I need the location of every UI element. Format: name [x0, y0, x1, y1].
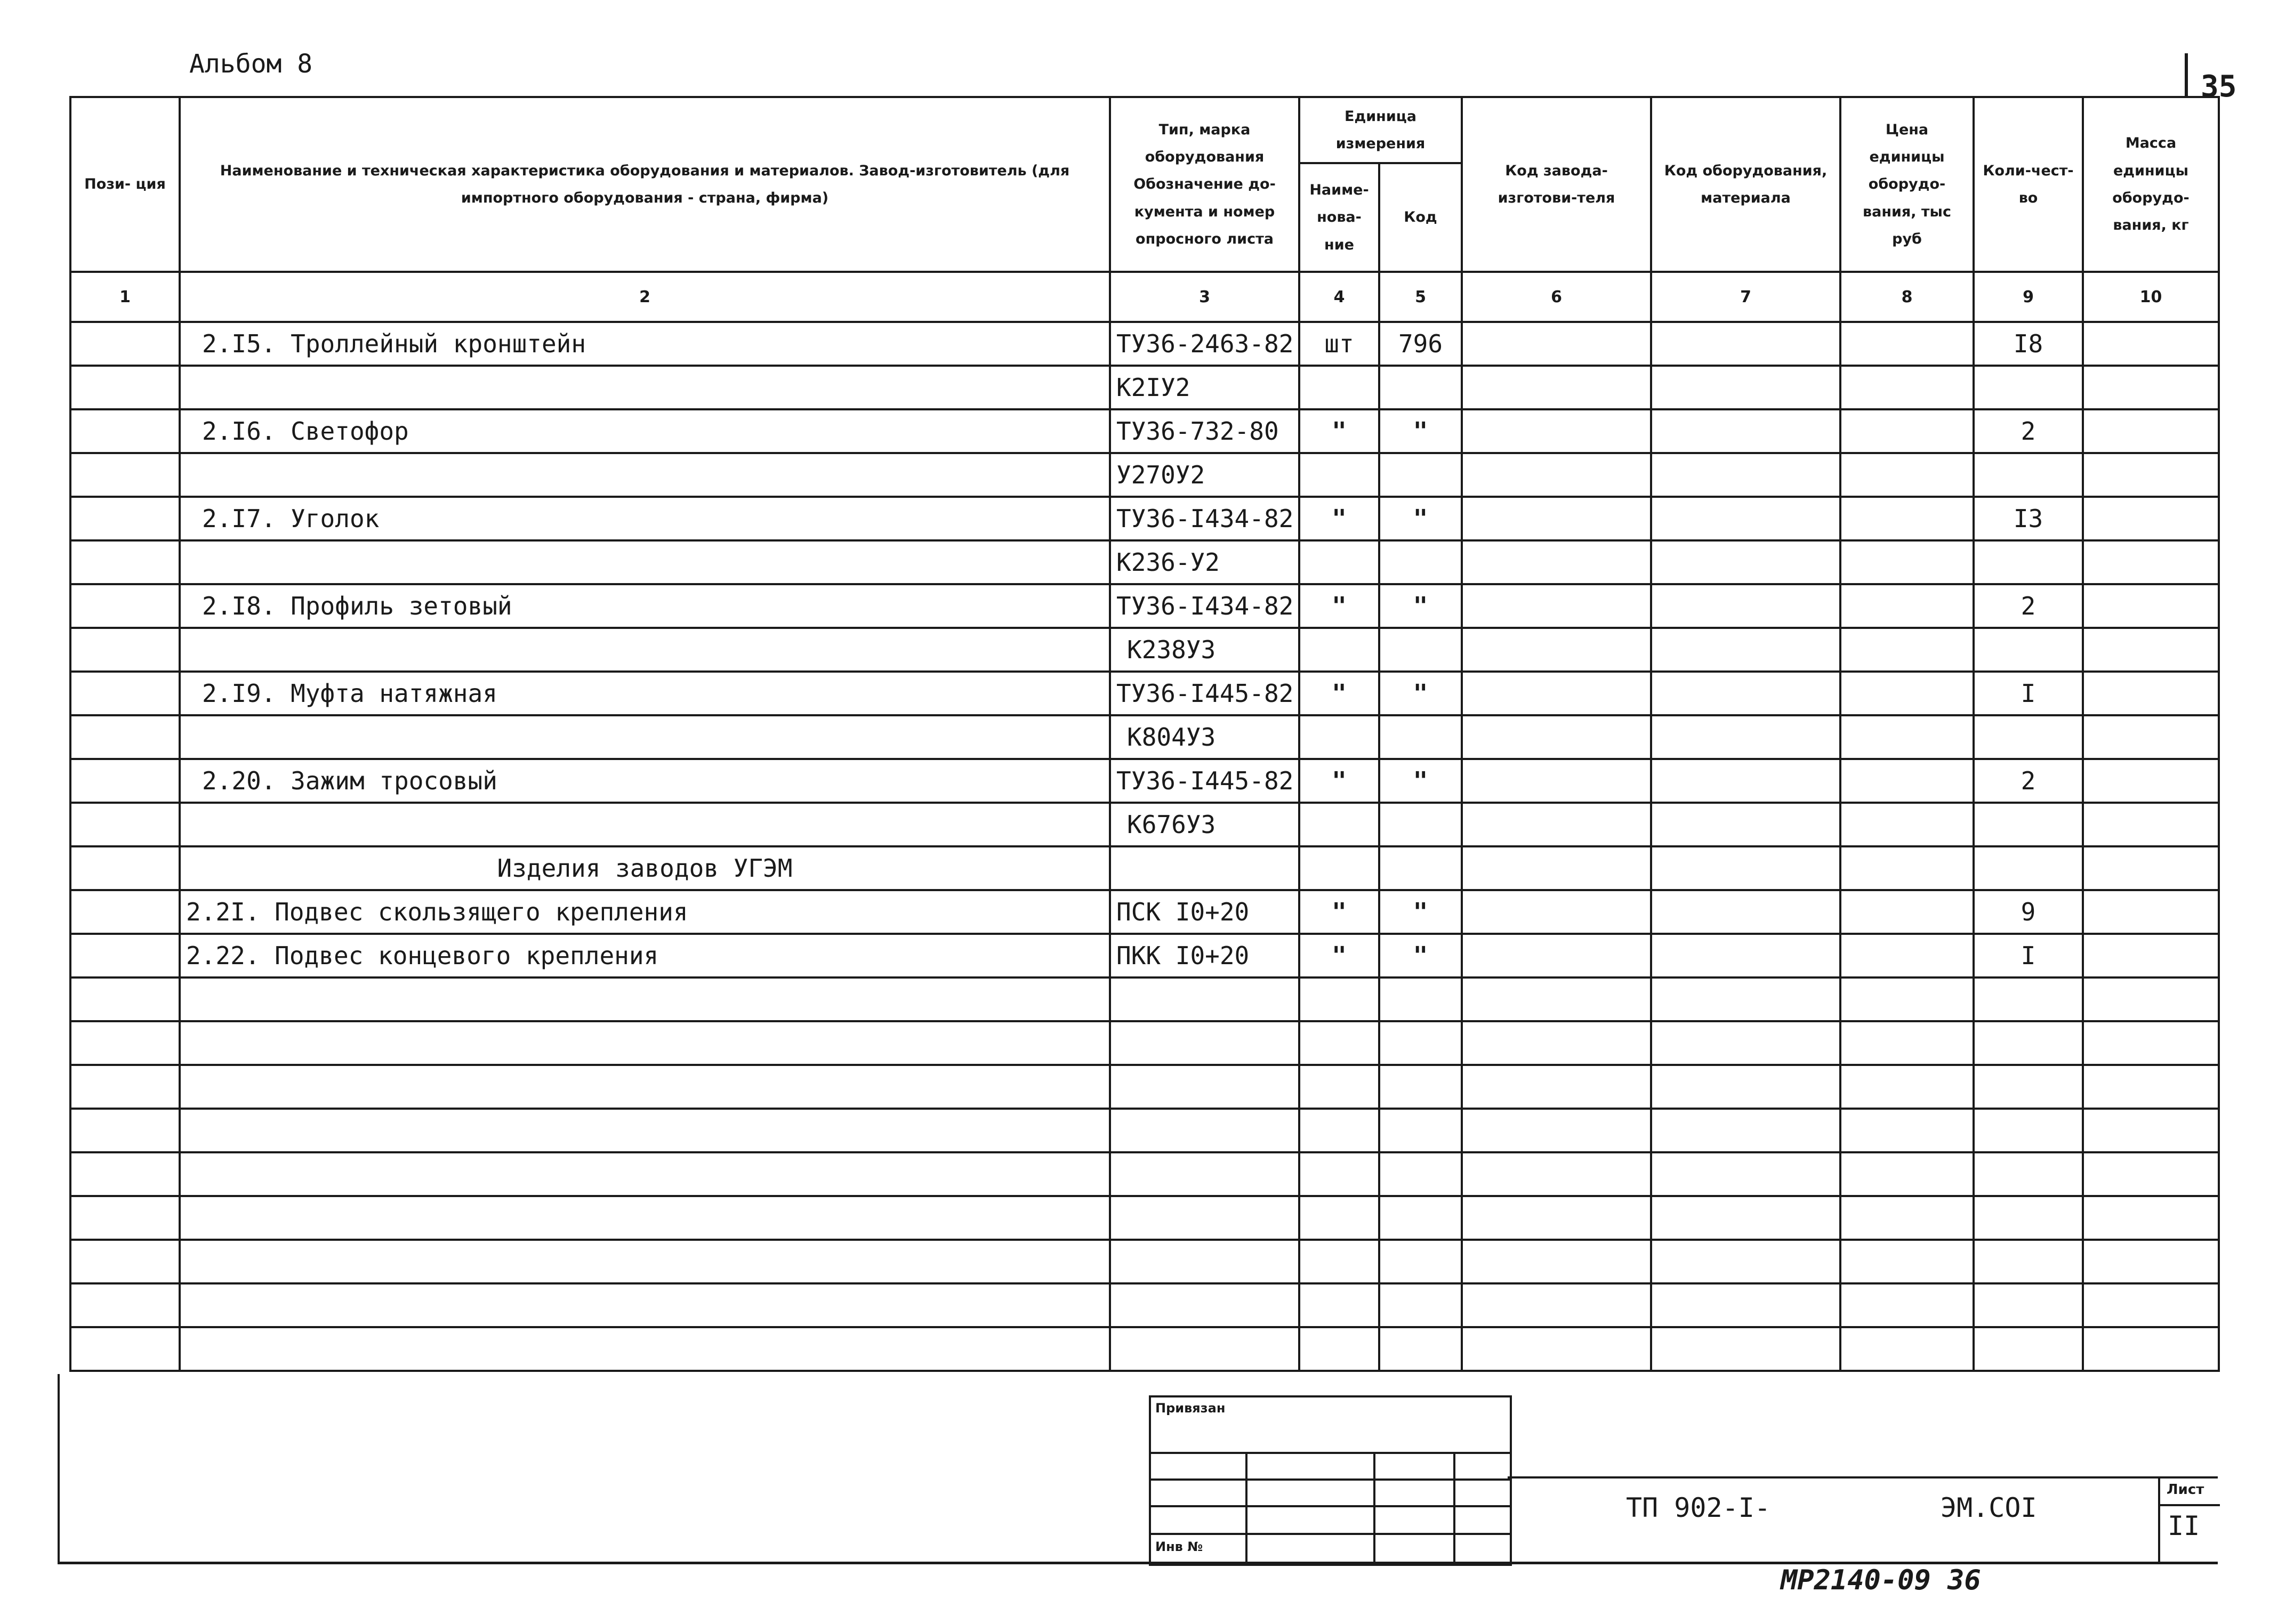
- table-row: [70, 453, 2219, 497]
- unit-name-ditto: ": [1299, 759, 1379, 803]
- unit-code-ditto: ": [1379, 497, 1462, 540]
- unit-name-ditto: ": [1299, 672, 1379, 715]
- col-num-6: 6: [1462, 272, 1651, 322]
- item-type: К676У3: [1110, 803, 1299, 846]
- col-num-3: 3: [1110, 272, 1299, 322]
- sheet-number-box: [2158, 1476, 2220, 1562]
- col-unit-code-header: Код: [1379, 163, 1462, 272]
- item-type: ТУ36-732-80: [1110, 409, 1299, 453]
- table-row: [70, 803, 2219, 846]
- item-quantity: I3: [1974, 497, 2083, 540]
- table-row: [70, 628, 2219, 672]
- table-row-empty: [70, 1327, 2219, 1371]
- unit-code: 796: [1379, 322, 1462, 366]
- frame-left-rail: [58, 1374, 60, 1562]
- unit-code-ditto: ": [1379, 934, 1462, 977]
- item-quantity: I: [1974, 934, 2083, 977]
- table-row: [70, 846, 2219, 890]
- item-quantity: I: [1974, 672, 2083, 715]
- item-name: 2.I5. Троллейный кронштейн: [180, 322, 1110, 366]
- col-num-9: 9: [1974, 272, 2083, 322]
- specification-table: [69, 96, 2220, 1372]
- item-name: 2.I9. Муфта натяжная: [180, 672, 1110, 715]
- unit-name-ditto: ": [1299, 409, 1379, 453]
- table-row: [70, 409, 2219, 453]
- item-name: 2.22. Подвес концевого крепления: [180, 934, 1110, 977]
- col-num-8: 8: [1840, 272, 1974, 322]
- col-equipment-code-header: Код оборудования, материала: [1651, 97, 1840, 272]
- table-row-empty: [70, 1283, 2219, 1327]
- item-quantity: 9: [1974, 890, 2083, 934]
- item-type: К236-У2: [1110, 540, 1299, 584]
- table-row: [70, 366, 2219, 409]
- col-position-header: Пози- ция: [70, 97, 180, 272]
- approval-stamp-block: [1149, 1395, 1512, 1566]
- item-type: К804У3: [1110, 715, 1299, 759]
- item-name: 2.I6. Светофор: [180, 409, 1110, 453]
- unit-name-ditto: ": [1299, 584, 1379, 628]
- col-unit-name-header: Наиме-нова-ние: [1299, 163, 1379, 272]
- item-quantity: I8: [1974, 322, 2083, 366]
- col-num-4: 4: [1299, 272, 1379, 322]
- sheet-number: II: [2168, 1510, 2200, 1541]
- unit-name-ditto: ": [1299, 497, 1379, 540]
- item-type: ТУ36-I445-82: [1110, 672, 1299, 715]
- item-type: ТУ36-I445-82: [1110, 759, 1299, 803]
- table-row: [70, 540, 2219, 584]
- table-row: [70, 497, 2219, 540]
- unit-code-ditto: ": [1379, 409, 1462, 453]
- table-row-empty: [70, 1240, 2219, 1283]
- sheet-label: Лист: [2167, 1482, 2204, 1498]
- archive-code: МР2140-09 36: [1781, 1564, 1981, 1596]
- table-row: [70, 584, 2219, 628]
- item-name: 2.2I. Подвес скользящего крепления: [180, 890, 1110, 934]
- item-type: У270У2: [1110, 453, 1299, 497]
- col-quantity-header: Коли-чест-во: [1974, 97, 2083, 272]
- col-price-header: Цена единицы оборудо-вания, тыс руб: [1840, 97, 1974, 272]
- item-type: ТУ36-I434-82: [1110, 497, 1299, 540]
- table-row-empty: [70, 1109, 2219, 1152]
- item-type: ТУ36-I434-82: [1110, 584, 1299, 628]
- table-row: [70, 322, 2219, 366]
- item-type: ПСК I0+20: [1110, 890, 1299, 934]
- unit-name-ditto: ": [1299, 934, 1379, 977]
- item-type: ТУ36-2463-82: [1110, 322, 1299, 366]
- inventory-number-label: Инв №: [1155, 1539, 1203, 1554]
- item-name: 2.I8. Профиль зетовый: [180, 584, 1110, 628]
- document-mark: ЭМ.СОI: [1941, 1492, 2037, 1523]
- item-name: 2.I7. Уголок: [180, 497, 1110, 540]
- item-name: 2.20. Зажим тросовый: [180, 759, 1110, 803]
- corner-page-number: 35: [2201, 69, 2237, 104]
- item-quantity: 2: [1974, 584, 2083, 628]
- item-type: ПКК I0+20: [1110, 934, 1299, 977]
- item-quantity: 2: [1974, 759, 2083, 803]
- section-heading: Изделия заводов УГЭМ: [180, 846, 1110, 890]
- item-quantity: 2: [1974, 409, 2083, 453]
- col-num-10: 10: [2083, 272, 2219, 322]
- col-num-5: 5: [1379, 272, 1462, 322]
- col-num-1: 1: [70, 272, 180, 322]
- table-row: [70, 715, 2219, 759]
- unit-code-ditto: ": [1379, 584, 1462, 628]
- album-title: Альбом 8: [189, 49, 313, 79]
- table-row-empty: [70, 1021, 2219, 1065]
- col-name-header: Наименование и техническая характеристика оборудования и материалов. Завод-изготовитель (для импортного оборудования - страна, фирма): [180, 97, 1110, 272]
- col-unit-group-header: Единица измерения: [1299, 97, 1462, 163]
- unit-name-ditto: ": [1299, 890, 1379, 934]
- title-block-divider: [1508, 1476, 2218, 1478]
- unit-code-ditto: ": [1379, 759, 1462, 803]
- table-row-empty: [70, 1196, 2219, 1240]
- table-row-empty: [70, 1152, 2219, 1196]
- table-row-empty: [70, 977, 2219, 1021]
- unit-code-ditto: ": [1379, 672, 1462, 715]
- corner-mark: [2185, 53, 2188, 96]
- unit-name: шт: [1299, 322, 1379, 366]
- col-factory-code-header: Код завода-изготови-теля: [1462, 97, 1651, 272]
- table-row: [70, 890, 2219, 934]
- col-num-2: 2: [180, 272, 1110, 322]
- table-row-empty: [70, 1065, 2219, 1109]
- applied-label: Привязан: [1155, 1401, 1226, 1416]
- col-type-header: Тип, марка оборудования Обозначение до-кумента и номер опросного листа: [1110, 97, 1299, 272]
- table-row: [70, 672, 2219, 715]
- unit-code-ditto: ": [1379, 890, 1462, 934]
- table-row: [70, 934, 2219, 977]
- col-num-7: 7: [1651, 272, 1840, 322]
- document-code: ТП 902-I-: [1626, 1492, 1770, 1523]
- col-mass-header: Масса единицы оборудо-вания, кг: [2083, 97, 2219, 272]
- table-row: [70, 759, 2219, 803]
- item-type: К238У3: [1110, 628, 1299, 672]
- item-type: К2IУ2: [1110, 366, 1299, 409]
